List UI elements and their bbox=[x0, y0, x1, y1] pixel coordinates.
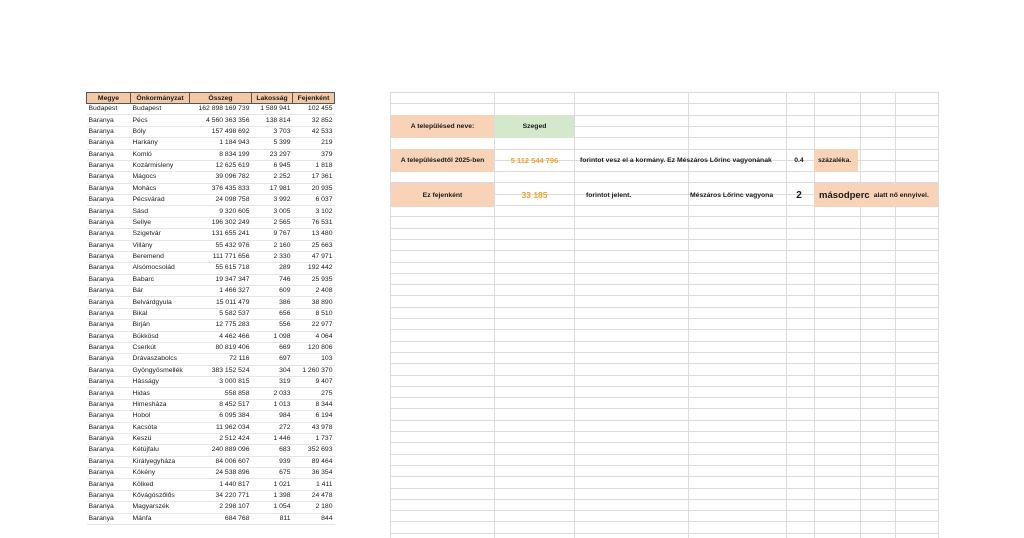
fejenkent-cell[interactable]: 6 194 bbox=[293, 411, 335, 422]
megye-cell[interactable]: Baranya bbox=[87, 433, 131, 444]
onkormanyzat-cell[interactable]: Kölked bbox=[131, 479, 190, 490]
fejenkent-cell[interactable]: 47 971 bbox=[293, 251, 335, 262]
onkormanyzat-cell[interactable]: Sellye bbox=[131, 217, 190, 228]
seconds-word: másodperc bbox=[819, 189, 870, 201]
fejenkent-cell[interactable]: 219 bbox=[293, 138, 335, 149]
table-row bbox=[87, 331, 335, 342]
megye-cell[interactable]: Baranya bbox=[87, 354, 131, 365]
fejenkent-cell[interactable]: 43 978 bbox=[293, 422, 335, 433]
megye-cell[interactable]: Baranya bbox=[87, 445, 131, 456]
grid-row-line bbox=[390, 341, 938, 342]
fejenkent-cell[interactable]: 2 408 bbox=[293, 286, 335, 297]
fejenkent-cell[interactable]: 8 510 bbox=[293, 308, 335, 319]
table-row bbox=[87, 229, 335, 240]
onkormanyzat-cell[interactable]: Babarc bbox=[131, 274, 190, 285]
grid-row-line bbox=[390, 216, 938, 217]
table-row bbox=[87, 126, 335, 137]
onkormanyzat-cell[interactable]: Pécs bbox=[131, 115, 190, 126]
onkormanyzat-cell[interactable]: Kacsóta bbox=[131, 422, 190, 433]
table-row bbox=[87, 490, 335, 501]
fejenkent-cell[interactable]: 3 102 bbox=[293, 206, 335, 217]
table-row bbox=[87, 411, 335, 422]
fejenkent-cell[interactable]: 25 663 bbox=[293, 240, 335, 251]
table-row bbox=[87, 354, 335, 365]
onkormanyzat-cell[interactable]: Belvárdgyula bbox=[131, 297, 190, 308]
onkormanyzat-cell[interactable]: Hidas bbox=[131, 388, 190, 399]
lakossag-cell[interactable]: 811 bbox=[252, 513, 293, 524]
osszeg-cell[interactable]: 12 775 283 bbox=[190, 320, 252, 331]
loss-description: forintot vesz el a kormány. Ez Mészáros Lőrinc vagyonának bbox=[580, 157, 772, 164]
grid-row-line bbox=[390, 408, 938, 409]
fejenkent-cell[interactable]: 38 890 bbox=[293, 297, 335, 308]
lakossag-cell[interactable]: 2 565 bbox=[252, 217, 293, 228]
onkormanyzat-cell[interactable]: Magyarszék bbox=[131, 502, 190, 513]
table-row bbox=[87, 456, 335, 467]
table-row bbox=[87, 342, 335, 353]
grid-row-line bbox=[390, 397, 938, 398]
header-osszeg[interactable]: Összeg bbox=[190, 93, 252, 104]
lakossag-cell[interactable]: 1 398 bbox=[252, 490, 293, 501]
megye-cell[interactable]: Baranya bbox=[87, 126, 131, 137]
megye-cell[interactable]: Baranya bbox=[87, 160, 131, 171]
lakossag-cell[interactable]: 1 446 bbox=[252, 433, 293, 444]
megye-cell[interactable]: Baranya bbox=[87, 138, 131, 149]
grid-row-line bbox=[390, 375, 938, 376]
lakossag-cell[interactable]: 984 bbox=[252, 411, 293, 422]
fejenkent-cell[interactable]: 1 818 bbox=[293, 160, 335, 171]
lakossag-cell[interactable]: 3 005 bbox=[252, 206, 293, 217]
fejenkent-cell[interactable]: 8 344 bbox=[293, 399, 335, 410]
table-header-row bbox=[87, 93, 335, 104]
grid-row-line bbox=[390, 442, 938, 443]
megye-cell[interactable]: Baranya bbox=[87, 377, 131, 388]
fejenkent-cell[interactable]: 192 442 bbox=[293, 263, 335, 274]
osszeg-cell[interactable]: 8 452 517 bbox=[190, 399, 252, 410]
settlement-name-label: A településed neve: bbox=[391, 115, 494, 138]
fejenkent-cell[interactable]: 89 464 bbox=[293, 456, 335, 467]
osszeg-cell[interactable]: 55 615 718 bbox=[190, 263, 252, 274]
fejenkent-cell[interactable]: 76 531 bbox=[293, 217, 335, 228]
lakossag-cell[interactable]: 1 013 bbox=[252, 399, 293, 410]
onkormanyzat-cell[interactable]: Sásd bbox=[131, 206, 190, 217]
osszeg-cell[interactable]: 6 095 384 bbox=[190, 411, 252, 422]
grid-row-line bbox=[390, 431, 938, 432]
table-row bbox=[87, 217, 335, 228]
osszeg-cell[interactable]: 5 582 537 bbox=[190, 308, 252, 319]
table-row bbox=[87, 183, 335, 194]
onkormanyzat-cell[interactable]: Mohács bbox=[131, 183, 190, 194]
table-row bbox=[87, 138, 335, 149]
table-row bbox=[87, 445, 335, 456]
table-row bbox=[87, 195, 335, 206]
onkormanyzat-cell[interactable]: Keszü bbox=[131, 433, 190, 444]
grid-row-line bbox=[390, 476, 938, 477]
grid-row-line bbox=[390, 488, 938, 489]
table-row bbox=[87, 502, 335, 513]
lakossag-cell[interactable]: 669 bbox=[252, 342, 293, 353]
lakossag-cell[interactable]: 675 bbox=[252, 468, 293, 479]
table-row bbox=[87, 240, 335, 251]
osszeg-cell[interactable]: 55 432 976 bbox=[190, 240, 252, 251]
table-row bbox=[87, 365, 335, 376]
fejenkent-cell[interactable]: 103 bbox=[293, 354, 335, 365]
megye-cell[interactable]: Baranya bbox=[87, 115, 131, 126]
table-row bbox=[87, 286, 335, 297]
megye-cell[interactable]: Baranya bbox=[87, 297, 131, 308]
onkormanyzat-cell[interactable]: Kozármisleny bbox=[131, 160, 190, 171]
osszeg-cell[interactable]: 39 096 782 bbox=[190, 172, 252, 183]
table-row bbox=[87, 160, 335, 171]
megye-cell[interactable]: Baranya bbox=[87, 502, 131, 513]
per-capita-value: 33 185 bbox=[521, 190, 548, 200]
grid-row-line bbox=[390, 510, 938, 511]
lakossag-cell[interactable]: 656 bbox=[252, 308, 293, 319]
table-row bbox=[87, 388, 335, 399]
osszeg-cell[interactable]: 684 768 bbox=[190, 513, 252, 524]
fejenkent-cell[interactable]: 24 478 bbox=[293, 490, 335, 501]
lakossag-cell[interactable]: 1 021 bbox=[252, 479, 293, 490]
grid-row-line bbox=[390, 329, 938, 330]
megye-cell[interactable]: Baranya bbox=[87, 217, 131, 228]
lakossag-cell[interactable]: 138 814 bbox=[252, 115, 293, 126]
osszeg-cell[interactable]: 383 152 524 bbox=[190, 365, 252, 376]
onkormanyzat-cell[interactable]: Mánfa bbox=[131, 513, 190, 524]
lakossag-cell[interactable]: 386 bbox=[252, 297, 293, 308]
osszeg-cell[interactable]: 84 006 607 bbox=[190, 456, 252, 467]
megye-cell[interactable]: Baranya bbox=[87, 263, 131, 274]
lakossag-cell[interactable]: 2 033 bbox=[252, 388, 293, 399]
osszeg-cell[interactable]: 8 834 199 bbox=[190, 149, 252, 160]
osszeg-cell[interactable]: 19 347 347 bbox=[190, 274, 252, 285]
grid-row-line bbox=[390, 420, 938, 421]
table-row bbox=[87, 377, 335, 388]
grid-row-line bbox=[390, 465, 938, 466]
loss-2025-value: 5 112 544 796 bbox=[510, 156, 559, 165]
grid-row-line bbox=[390, 352, 938, 353]
megye-cell[interactable]: Baranya bbox=[87, 411, 131, 422]
onkormanyzat-cell[interactable]: Kökény bbox=[131, 468, 190, 479]
onkormanyzat-cell[interactable]: Bár bbox=[131, 286, 190, 297]
megye-cell[interactable]: Baranya bbox=[87, 229, 131, 240]
lakossag-cell[interactable]: 697 bbox=[252, 354, 293, 365]
header-megye[interactable]: Megye bbox=[87, 93, 131, 104]
megye-cell[interactable]: Baranya bbox=[87, 206, 131, 217]
seconds-highlight bbox=[814, 183, 938, 207]
table-row bbox=[87, 206, 335, 217]
onkormanyzat-cell[interactable]: Beremend bbox=[131, 251, 190, 262]
megye-cell[interactable]: Baranya bbox=[87, 320, 131, 331]
fejenkent-cell[interactable]: 22 977 bbox=[293, 320, 335, 331]
osszeg-cell[interactable]: 12 625 619 bbox=[190, 160, 252, 171]
lakossag-cell[interactable]: 23 297 bbox=[252, 149, 293, 160]
osszeg-cell[interactable]: 11 962 034 bbox=[190, 422, 252, 433]
onkormanyzat-cell[interactable]: Kétújfalu bbox=[131, 445, 190, 456]
fejenkent-cell[interactable]: 120 806 bbox=[293, 342, 335, 353]
osszeg-cell[interactable]: 376 435 833 bbox=[190, 183, 252, 194]
per-capita-label: Ez fejenként bbox=[391, 183, 494, 207]
fejenkent-cell[interactable]: 36 354 bbox=[293, 468, 335, 479]
table-row bbox=[87, 468, 335, 479]
osszeg-cell[interactable]: 162 898 169 739 bbox=[190, 104, 252, 115]
megye-cell[interactable]: Baranya bbox=[87, 183, 131, 194]
megye-cell[interactable]: Baranya bbox=[87, 172, 131, 183]
fejenkent-cell[interactable]: 9 407 bbox=[293, 377, 335, 388]
fejenkent-cell[interactable]: 13 480 bbox=[293, 229, 335, 240]
lakossag-cell[interactable]: 3 992 bbox=[252, 195, 293, 206]
settlement-name-input[interactable]: Szeged bbox=[495, 115, 574, 138]
megye-cell[interactable]: Baranya bbox=[87, 286, 131, 297]
wealth-description: Mészáros Lőrinc vagyona bbox=[690, 191, 774, 199]
megye-cell[interactable]: Baranya bbox=[87, 342, 131, 353]
fejenkent-cell[interactable]: 275 bbox=[293, 388, 335, 399]
lakossag-cell[interactable]: 2 160 bbox=[252, 240, 293, 251]
per-capita-description: forintot jelent. bbox=[586, 191, 632, 199]
fejenkent-cell[interactable]: 844 bbox=[293, 513, 335, 524]
osszeg-cell[interactable]: 131 655 241 bbox=[190, 229, 252, 240]
table-row bbox=[87, 297, 335, 308]
osszeg-cell[interactable]: 240 889 096 bbox=[190, 445, 252, 456]
lakossag-cell[interactable]: 556 bbox=[252, 320, 293, 331]
osszeg-cell[interactable]: 2 298 107 bbox=[190, 502, 252, 513]
onkormanyzat-cell[interactable]: Bükkösd bbox=[131, 331, 190, 342]
fejenkent-cell[interactable]: 42 533 bbox=[293, 126, 335, 137]
osszeg-cell[interactable]: 2 512 424 bbox=[190, 433, 252, 444]
fejenkent-cell[interactable]: 1 737 bbox=[293, 433, 335, 444]
fejenkent-cell[interactable]: 20 935 bbox=[293, 183, 335, 194]
onkormanyzat-cell[interactable]: Hásságy bbox=[131, 377, 190, 388]
lakossag-cell[interactable]: 746 bbox=[252, 274, 293, 285]
fejenkent-cell[interactable]: 4 064 bbox=[293, 331, 335, 342]
grid-row-line bbox=[390, 499, 938, 500]
lakossag-cell[interactable]: 3 703 bbox=[252, 126, 293, 137]
lakossag-cell[interactable]: 1 098 bbox=[252, 331, 293, 342]
lakossag-cell[interactable]: 9 767 bbox=[252, 229, 293, 240]
calculator-panel bbox=[390, 92, 938, 538]
grid-row-line bbox=[390, 92, 938, 93]
onkormanyzat-cell[interactable]: Pécsvárad bbox=[131, 195, 190, 206]
table-row bbox=[87, 115, 335, 126]
onkormanyzat-cell[interactable]: Himesháza bbox=[131, 399, 190, 410]
onkormanyzat-cell[interactable]: Hobol bbox=[131, 411, 190, 422]
lakossag-cell[interactable]: 17 981 bbox=[252, 183, 293, 194]
grid-row-line bbox=[390, 228, 938, 229]
table-row bbox=[87, 399, 335, 410]
megye-cell[interactable]: Baranya bbox=[87, 240, 131, 251]
lakossag-cell[interactable]: 289 bbox=[252, 263, 293, 274]
grid-row-line bbox=[390, 363, 938, 364]
onkormanyzat-cell[interactable]: Drávaszabolcs bbox=[131, 354, 190, 365]
lakossag-cell[interactable]: 319 bbox=[252, 377, 293, 388]
ratio-value: 0.4 bbox=[794, 157, 804, 164]
lakossag-cell[interactable]: 609 bbox=[252, 286, 293, 297]
megye-cell[interactable]: Baranya bbox=[87, 399, 131, 410]
osszeg-cell[interactable]: 1 184 943 bbox=[190, 138, 252, 149]
table-row bbox=[87, 479, 335, 490]
osszeg-cell[interactable]: 72 116 bbox=[190, 354, 252, 365]
megye-cell[interactable]: Baranya bbox=[87, 195, 131, 206]
megye-cell[interactable]: Budapest bbox=[87, 104, 131, 115]
megye-cell[interactable]: Baranya bbox=[87, 149, 131, 160]
osszeg-cell[interactable]: 24 538 896 bbox=[190, 468, 252, 479]
table-row bbox=[87, 263, 335, 274]
osszeg-cell[interactable]: 558 858 bbox=[190, 388, 252, 399]
table-row bbox=[87, 149, 335, 160]
grid-row-line bbox=[390, 103, 938, 104]
grid-row-line bbox=[390, 239, 938, 240]
megye-cell[interactable]: Baranya bbox=[87, 308, 131, 319]
osszeg-cell[interactable]: 196 302 249 bbox=[190, 217, 252, 228]
onkormanyzat-cell[interactable]: Villány bbox=[131, 240, 190, 251]
grid-row-line bbox=[390, 307, 938, 308]
onkormanyzat-cell[interactable]: Bikal bbox=[131, 308, 190, 319]
onkormanyzat-cell[interactable]: Cserkút bbox=[131, 342, 190, 353]
grid-row-line bbox=[390, 386, 938, 387]
osszeg-cell[interactable]: 24 098 758 bbox=[190, 195, 252, 206]
grid-row-line bbox=[390, 533, 938, 534]
fejenkent-cell[interactable]: 379 bbox=[293, 149, 335, 160]
megye-cell[interactable]: Baranya bbox=[87, 479, 131, 490]
megye-cell[interactable]: Baranya bbox=[87, 251, 131, 262]
seconds-suffix: alatt nő ennyivel. bbox=[873, 191, 929, 199]
grid-row-line bbox=[390, 284, 938, 285]
osszeg-cell[interactable]: 3 000 815 bbox=[190, 377, 252, 388]
table-row bbox=[87, 104, 335, 115]
loss-2025-label: A településedtől 2025-ben bbox=[391, 149, 494, 172]
osszeg-cell[interactable]: 80 819 406 bbox=[190, 342, 252, 353]
lakossag-cell[interactable]: 2 252 bbox=[252, 172, 293, 183]
onkormanyzat-cell[interactable]: Alsómocsolád bbox=[131, 263, 190, 274]
header-lakossag[interactable]: Lakosság bbox=[252, 93, 293, 104]
megye-cell[interactable]: Baranya bbox=[87, 365, 131, 376]
fejenkent-cell[interactable]: 32 852 bbox=[293, 115, 335, 126]
grid-row-line bbox=[390, 454, 938, 455]
table-row bbox=[87, 422, 335, 433]
lakossag-cell[interactable]: 2 330 bbox=[252, 251, 293, 262]
table-body bbox=[87, 104, 335, 525]
lakossag-cell[interactable]: 939 bbox=[252, 456, 293, 467]
table-row bbox=[87, 308, 335, 319]
onkormanyzat-cell[interactable]: Mágocs bbox=[131, 172, 190, 183]
table-row bbox=[87, 513, 335, 524]
table-row bbox=[87, 251, 335, 262]
lakossag-cell[interactable]: 683 bbox=[252, 445, 293, 456]
onkormanyzat-cell[interactable]: Harkány bbox=[131, 138, 190, 149]
lakossag-cell[interactable]: 304 bbox=[252, 365, 293, 376]
lakossag-cell[interactable]: 272 bbox=[252, 422, 293, 433]
header-onkormanyzat[interactable]: Önkormányzat bbox=[131, 93, 190, 104]
fejenkent-cell[interactable]: 102 455 bbox=[293, 104, 335, 115]
onkormanyzat-cell[interactable]: Birján bbox=[131, 320, 190, 331]
table-row bbox=[87, 433, 335, 444]
osszeg-cell[interactable]: 1 440 817 bbox=[190, 479, 252, 490]
fejenkent-cell[interactable]: 1 260 370 bbox=[293, 365, 335, 376]
megye-cell[interactable]: Baranya bbox=[87, 513, 131, 524]
table-row bbox=[87, 172, 335, 183]
table-row bbox=[87, 320, 335, 331]
grid-row-line bbox=[390, 262, 938, 263]
osszeg-cell[interactable]: 4 560 363 356 bbox=[190, 115, 252, 126]
osszeg-cell[interactable]: 111 771 656 bbox=[190, 251, 252, 262]
ratio-unit-label: százaléka. bbox=[814, 149, 858, 172]
grid-row-line bbox=[390, 250, 938, 251]
megye-cell[interactable]: Baranya bbox=[87, 490, 131, 501]
seconds-value: 2 bbox=[796, 189, 802, 201]
onkormanyzat-cell[interactable]: Komló bbox=[131, 149, 190, 160]
megye-cell[interactable]: Baranya bbox=[87, 388, 131, 399]
megye-cell[interactable]: Baranya bbox=[87, 274, 131, 285]
lakossag-cell[interactable]: 5 399 bbox=[252, 138, 293, 149]
onkormanyzat-cell[interactable]: Szigetvár bbox=[131, 229, 190, 240]
onkormanyzat-cell[interactable]: Királyegyháza bbox=[131, 456, 190, 467]
grid-row-line bbox=[390, 273, 938, 274]
osszeg-cell[interactable]: 4 462 466 bbox=[190, 331, 252, 342]
grid-column-line bbox=[938, 92, 939, 538]
grid-row-line bbox=[390, 318, 938, 319]
onkormanyzat-cell[interactable]: Bóly bbox=[131, 126, 190, 137]
osszeg-cell[interactable]: 9 320 605 bbox=[190, 206, 252, 217]
fejenkent-cell[interactable]: 6 037 bbox=[293, 195, 335, 206]
osszeg-cell[interactable]: 15 011 479 bbox=[190, 297, 252, 308]
osszeg-cell[interactable]: 157 498 692 bbox=[190, 126, 252, 137]
onkormanyzat-cell[interactable]: Gyöngyösmellék bbox=[131, 365, 190, 376]
grid-row-line bbox=[390, 521, 938, 522]
onkormanyzat-cell[interactable]: Budapest bbox=[131, 104, 190, 115]
fejenkent-cell[interactable]: 2 180 bbox=[293, 502, 335, 513]
osszeg-cell[interactable]: 1 466 327 bbox=[190, 286, 252, 297]
fejenkent-cell[interactable]: 1 411 bbox=[293, 479, 335, 490]
onkormanyzat-cell[interactable]: Kővágószőlős bbox=[131, 490, 190, 501]
osszeg-cell[interactable]: 34 220 771 bbox=[190, 490, 252, 501]
municipality-table bbox=[86, 92, 335, 525]
fejenkent-cell[interactable]: 352 693 bbox=[293, 445, 335, 456]
megye-cell[interactable]: Baranya bbox=[87, 422, 131, 433]
megye-cell[interactable]: Baranya bbox=[87, 331, 131, 342]
megye-cell[interactable]: Baranya bbox=[87, 456, 131, 467]
header-fejenkent[interactable]: Fejenként bbox=[293, 93, 335, 104]
lakossag-cell[interactable]: 1 589 941 bbox=[252, 104, 293, 115]
grid-row-line bbox=[390, 295, 938, 296]
lakossag-cell[interactable]: 6 945 bbox=[252, 160, 293, 171]
megye-cell[interactable]: Baranya bbox=[87, 468, 131, 479]
fejenkent-cell[interactable]: 17 361 bbox=[293, 172, 335, 183]
table-row bbox=[87, 274, 335, 285]
fejenkent-cell[interactable]: 25 935 bbox=[293, 274, 335, 285]
lakossag-cell[interactable]: 1 054 bbox=[252, 502, 293, 513]
